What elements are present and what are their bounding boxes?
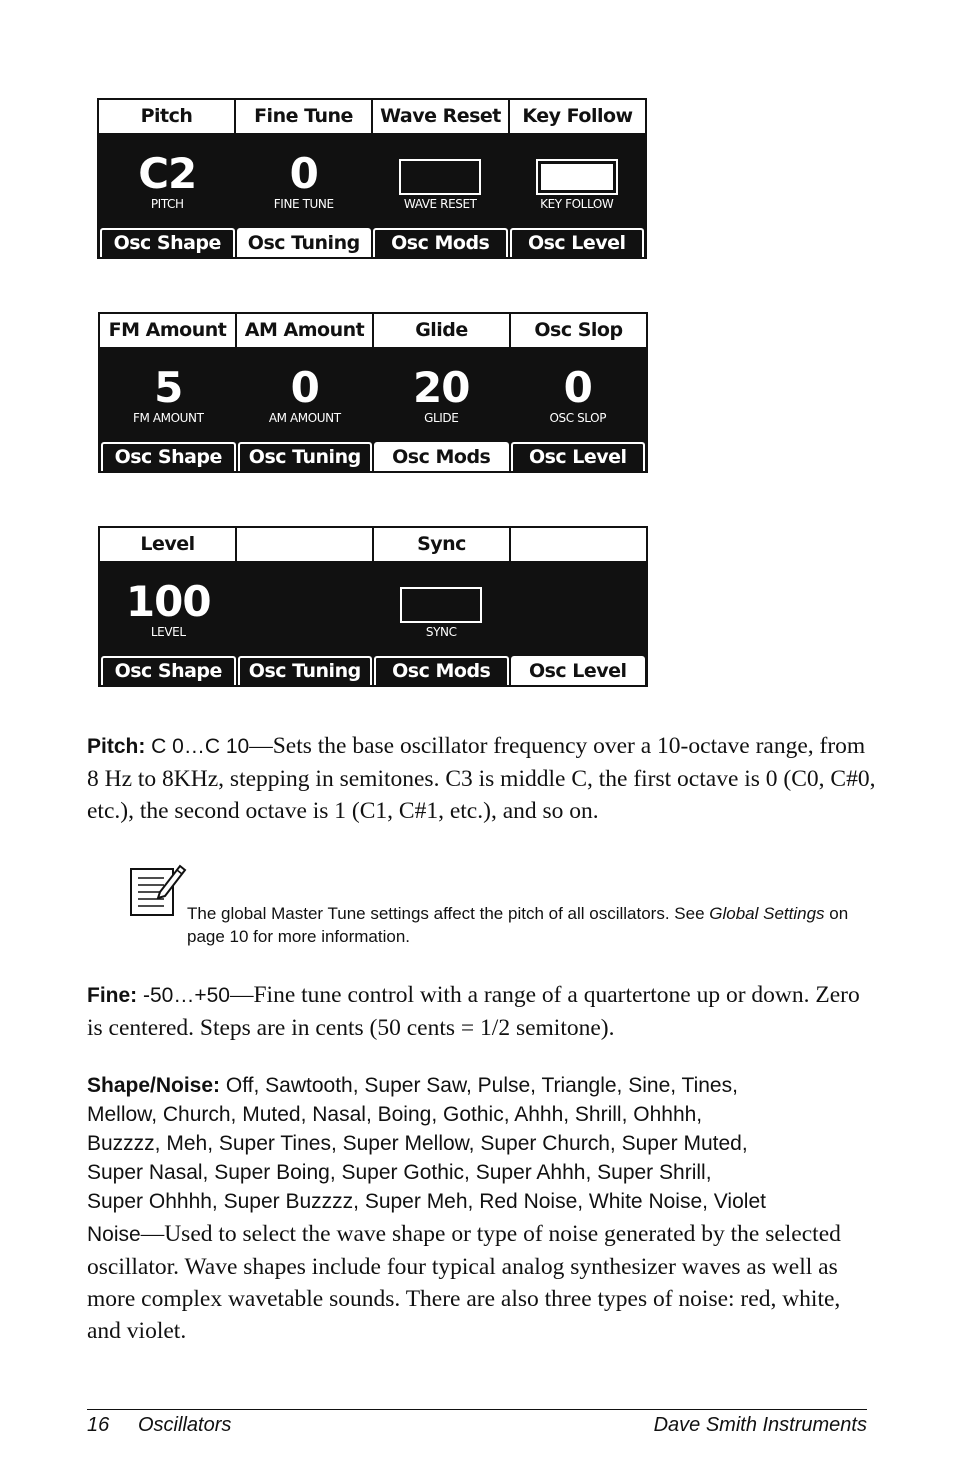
shape-last-option: Noise [87, 1223, 141, 1246]
param-label: AM Amount [237, 314, 374, 347]
param-value: C2 [138, 149, 197, 198]
param-label: Level [100, 528, 237, 561]
sync-checkbox [400, 587, 482, 623]
param-label: Wave Reset [373, 100, 510, 133]
param-caption: GLIDE [424, 411, 459, 425]
tab-osc-mods: Osc Mods [374, 442, 509, 471]
fm-amount-value-cell [100, 349, 237, 445]
osc-tab-row [99, 228, 645, 257]
param-label: Pitch [99, 100, 236, 133]
shape-options-line: Mellow, Church, Muted, Nasal, Boing, Gothic, Ahhh, Shrill, Ohhhh, [87, 1103, 703, 1126]
tab-osc-shape: Osc Shape [101, 656, 236, 685]
param-caption: SYNC [425, 625, 457, 639]
pitch-term: Pitch: [87, 735, 146, 758]
fine-text: —Fine tune control with a range of a quartertone up or down. Zero is centered. Steps are in cents (50 cents = 1/2 semitone). [87, 982, 860, 1041]
wave-reset-value-cell [372, 135, 509, 231]
footer-publisher: Dave Smith Instruments [653, 1414, 867, 1436]
param-caption: AM AMOUNT [268, 411, 341, 425]
wave-reset-checkbox [399, 159, 481, 195]
shape-noise-description [87, 1071, 877, 1347]
glide-value-cell [373, 349, 510, 445]
param-caption: PITCH [150, 197, 184, 211]
param-label-row [100, 314, 646, 349]
shape-options-list [87, 1071, 877, 1216]
param-value: 5 [154, 363, 183, 412]
osc-tuning-screen-1 [97, 98, 647, 259]
pitch-range: C 0…C 10 [145, 735, 250, 758]
fine-tune-value-cell [236, 135, 373, 231]
shape-options-line: Super Ohhhh, Super Buzzzz, Super Meh, Red Noise, White Noise, Violet [87, 1190, 766, 1213]
key-follow-value-cell [509, 135, 646, 231]
shape-text: —Used to select the wave shape or type of noise generated by the selected oscillator. Wave shapes include four typical analog synthesizer waves as well as more complex wavetable sounds. There are also three types of noise: red, white, and violet. [87, 1221, 841, 1344]
note-text: The global Master Tune settings affect the pitch of all oscillators. See [187, 904, 710, 923]
param-label-empty [237, 528, 374, 561]
empty-value-cell [237, 563, 374, 659]
param-caption: WAVE RESET [403, 197, 477, 211]
fine-description [87, 979, 877, 1044]
shape-options-line: Off, Sawtooth, Super Saw, Pulse, Triangle, Sine, Tines, [220, 1074, 738, 1097]
am-amount-value-cell [237, 349, 374, 445]
tab-osc-mods: Osc Mods [373, 228, 508, 257]
footer-rule [87, 1409, 867, 1410]
pitch-value-cell [99, 135, 236, 231]
param-label: Sync [374, 528, 511, 561]
param-value-row [100, 563, 646, 659]
osc-tab-row [100, 656, 646, 685]
note-link[interactable]: Global Settings [709, 904, 825, 923]
param-label: FM Amount [100, 314, 237, 347]
param-caption: LEVEL [150, 625, 186, 639]
tab-osc-tuning: Osc Tuning [238, 656, 373, 685]
osc-tab-row [100, 442, 646, 471]
param-label-row [99, 100, 645, 135]
osc-mods-screen [98, 312, 648, 473]
pitch-text: —Sets the base oscillator frequency over a 10-octave range, from 8 Hz to 8KHz, stepping in semitones. C3 is middle C, the first octave is 0 (C0, C#0, etc.), the second octave is 1 (C1, C#1, etc.), and so on. [87, 733, 876, 824]
param-label: Osc Slop [534, 319, 623, 341]
level-value-cell [100, 563, 237, 659]
tab-osc-tuning: Osc Tuning [238, 442, 373, 471]
tab-osc-level: Osc Level [510, 228, 645, 257]
tab-osc-level: Osc Level [511, 442, 646, 471]
empty-value-cell [510, 563, 647, 659]
param-caption: FINE TUNE [273, 197, 334, 211]
osc-level-screen [98, 526, 648, 687]
fine-range: -50…+50 [137, 984, 230, 1007]
note-callout [130, 862, 860, 948]
tab-osc-tuning: Osc Tuning [237, 228, 372, 257]
note-text-after: on page 10 for more information. [187, 904, 849, 946]
footer-page-number: 16 [87, 1414, 110, 1436]
tab-osc-shape: Osc Shape [100, 228, 235, 257]
param-label-empty [511, 528, 646, 561]
param-caption: KEY FOLLOW [540, 197, 614, 211]
tab-osc-shape: Osc Shape [101, 442, 236, 471]
param-value-row [100, 349, 646, 445]
tab-osc-mods: Osc Mods [374, 656, 509, 685]
param-caption: OSC SLOP [549, 411, 607, 425]
pitch-description [87, 730, 877, 827]
param-label: Key Follow [522, 105, 633, 127]
param-label-row [100, 528, 646, 563]
sync-value-cell [373, 563, 510, 659]
param-value: 100 [125, 577, 211, 626]
param-value-row [99, 135, 645, 231]
shape-term: Shape/Noise: [87, 1074, 221, 1097]
osc-slop-value-cell [510, 349, 647, 445]
param-value: 20 [413, 363, 470, 412]
footer-section: Oscillators [138, 1414, 232, 1436]
param-value: 0 [290, 363, 319, 412]
param-caption: FM AMOUNT [132, 411, 204, 425]
shape-options-line: Super Nasal, Super Boing, Super Gothic, Super Ahhh, Super Shrill, [87, 1161, 712, 1184]
param-label: Glide [374, 314, 511, 347]
shape-options-line: Buzzzz, Meh, Super Tines, Super Mellow, Super Church, Super Muted, [87, 1132, 748, 1155]
param-value: 0 [289, 149, 318, 198]
param-label: Fine Tune [236, 100, 373, 133]
tab-osc-level: Osc Level [511, 656, 646, 685]
param-value: 0 [563, 363, 592, 412]
fine-term: Fine: [87, 984, 138, 1007]
key-follow-checkbox [536, 159, 618, 195]
